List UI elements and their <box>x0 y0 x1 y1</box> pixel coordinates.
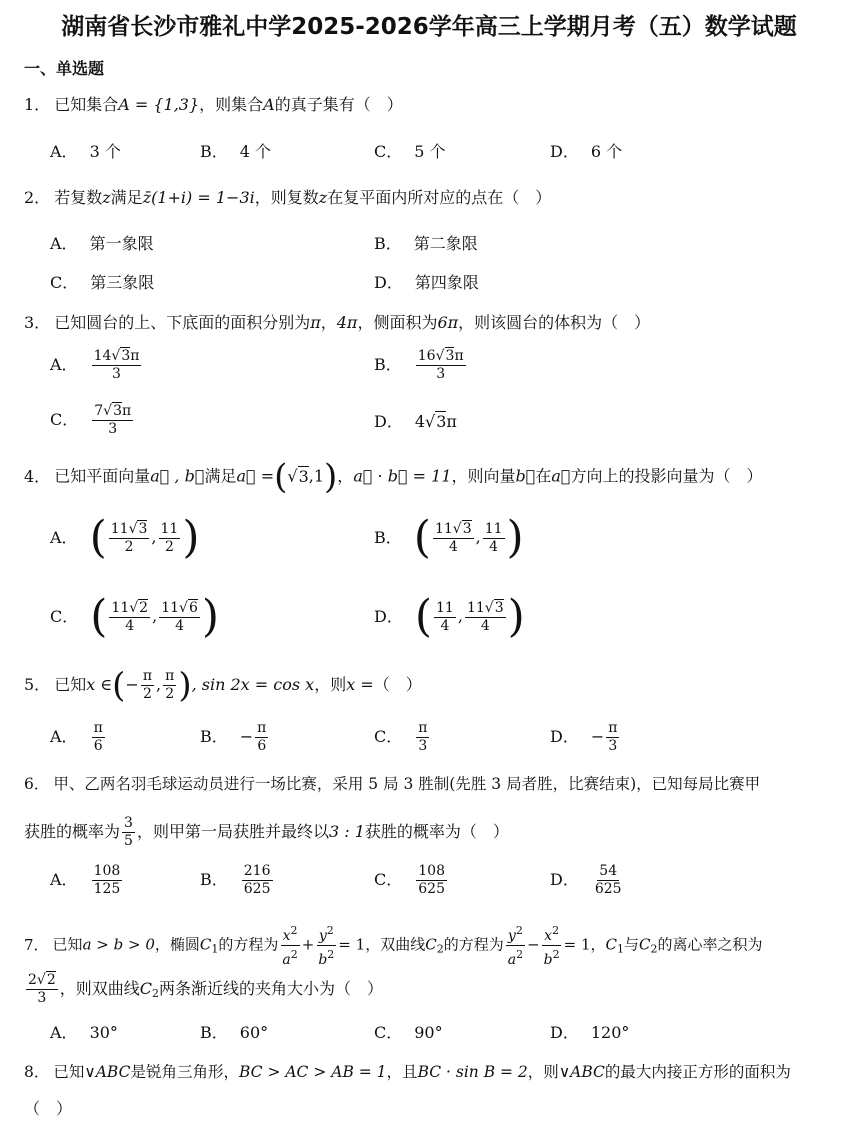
numerator: 11 <box>436 599 454 616</box>
radicand: 2 <box>139 599 149 616</box>
text: 与 <box>624 935 640 954</box>
text: 的方程为 <box>218 935 279 954</box>
option-label: B． <box>200 727 228 746</box>
fraction <box>141 668 154 703</box>
coef: 11 <box>161 599 180 616</box>
fraction: $\frac{16√3\pi}{3}$ <box>417 348 464 382</box>
option-label: D． <box>550 870 579 889</box>
subscript: 2 <box>650 942 658 956</box>
radicand: 3 <box>445 348 455 364</box>
var: b <box>543 952 553 968</box>
question-7-line2 <box>24 972 383 1007</box>
text: 是锐角三角形， <box>130 1063 239 1081</box>
math: BC > AC > AB = 1 <box>238 1063 387 1081</box>
numerator: 108 <box>418 863 445 879</box>
fraction <box>416 720 429 755</box>
text: ，则向量 <box>451 466 516 486</box>
option-a: A． ( $\frac{11√3}{2}$ , $\frac{11}{2}$ ) <box>50 512 200 563</box>
math: z <box>102 188 111 207</box>
question-number: 7． <box>24 935 49 954</box>
option-b <box>200 863 275 898</box>
option-d <box>550 141 622 163</box>
question-number: 3． <box>24 313 51 332</box>
text: 甲、乙两名羽毛球运动员进行一场比赛，采用 5 局 3 胜制(先胜 3 局者胜，比赛结束)，已知每局比赛甲 <box>53 775 761 793</box>
math: ∨ABC <box>84 1063 131 1081</box>
question-8 <box>24 1061 791 1083</box>
math: A = {1,3} <box>118 95 200 114</box>
denominator: 4 <box>480 617 490 634</box>
text: 在 <box>535 466 552 486</box>
numerator: π <box>142 668 153 684</box>
numerator: 11 <box>484 520 503 537</box>
math: C <box>639 935 651 954</box>
option-label: B． <box>374 527 402 547</box>
option-text: 4 个 <box>239 142 272 161</box>
text: ，双曲线 <box>365 935 426 954</box>
paren-left: ( <box>90 591 108 642</box>
math: π <box>310 313 321 332</box>
denominator: 4 <box>125 617 135 634</box>
denominator: 625 <box>594 881 622 897</box>
math: ∨ABC <box>558 1063 605 1081</box>
question-number: 5． <box>24 675 51 694</box>
numerator: 3 <box>124 815 133 831</box>
denominator: 5 <box>124 833 133 849</box>
math: = 1 <box>338 935 366 954</box>
text: ，则复数 <box>254 188 319 207</box>
coef: 2 <box>28 972 37 988</box>
exponent: 2 <box>290 948 298 961</box>
paren-left: ( <box>414 591 433 642</box>
option-c <box>374 863 449 898</box>
text: 的方程为 <box>443 935 504 954</box>
option-label: D． <box>374 273 403 292</box>
option-text: 6 个 <box>590 142 623 161</box>
denominator: 6 <box>93 738 103 754</box>
option-text: 30° <box>89 1023 118 1042</box>
option-label: A． <box>50 1023 78 1042</box>
text: 的真子集有（ ） <box>274 95 403 114</box>
option-c <box>374 720 431 755</box>
option-label: B． <box>200 870 228 889</box>
numerator: 54 <box>599 863 618 879</box>
denominator: 2 <box>142 686 152 702</box>
numerator: π <box>257 720 267 736</box>
paren-left: ( <box>274 457 288 497</box>
math: a⃗ , b⃗ <box>150 466 205 486</box>
fraction: $\frac{2√2}{3}$ <box>28 972 56 1006</box>
fraction: $\frac{11√6}{4}$ <box>161 599 198 634</box>
option-label: A． <box>50 234 78 253</box>
fraction <box>593 863 624 898</box>
option-label: A． <box>50 355 78 374</box>
denominator: 6 <box>257 738 267 754</box>
math: x = <box>346 675 374 694</box>
minus: − <box>125 675 139 694</box>
text: ，侧面积为 <box>357 313 438 332</box>
exponent: 2 <box>326 924 334 937</box>
option-label: C． <box>374 727 403 746</box>
text: ，则 <box>314 675 347 694</box>
question-1 <box>24 94 403 116</box>
var: y <box>507 928 516 944</box>
fraction <box>483 521 505 556</box>
paren-right: ) <box>178 665 192 706</box>
text: 两条渐近线的夹角大小为（ ） <box>159 979 384 998</box>
numerator: 108 <box>93 863 121 879</box>
numerator: π <box>93 720 103 736</box>
option-a <box>50 348 143 383</box>
fraction <box>255 720 268 755</box>
radicand: 2 <box>46 972 56 988</box>
denominator: 3 <box>608 738 618 754</box>
option-text: 60° <box>239 1023 269 1042</box>
exponent: 2 <box>516 948 524 961</box>
math: A <box>263 95 275 114</box>
option-a <box>50 720 107 755</box>
fraction <box>92 863 123 898</box>
fraction <box>416 863 447 898</box>
math: a⃗ = <box>236 466 275 486</box>
var: a <box>507 952 517 968</box>
text: 满足 <box>110 188 143 207</box>
fraction: $\frac{7√3\pi}{3}$ <box>94 403 132 437</box>
denominator: 3 <box>37 990 47 1006</box>
var: b <box>318 952 328 968</box>
radicand: 3 <box>113 403 123 419</box>
math: , sin 2x = cos x <box>191 675 315 694</box>
pi: π <box>446 412 457 431</box>
denominator: 3 <box>112 366 121 382</box>
text: 若复数 <box>54 188 103 207</box>
denominator: 3 <box>418 738 428 754</box>
coef: 11 <box>466 599 485 616</box>
option-text: 90° <box>414 1023 443 1042</box>
text: ，且 <box>386 1063 418 1081</box>
text: ，则该圆台的体积为（ ） <box>458 313 651 332</box>
text: 已知平面向量 <box>54 466 151 486</box>
coef: 14 <box>93 348 112 364</box>
fraction <box>542 922 562 969</box>
text: 已知 <box>54 675 87 694</box>
text: 的离心率之积为 <box>657 935 763 954</box>
question-number: 8． <box>24 1063 50 1081</box>
option-a <box>50 863 124 898</box>
text: 已知 <box>53 1063 85 1081</box>
fraction: $\frac{11√3}{4}$ <box>434 520 472 555</box>
option-text: 3 个 <box>89 142 121 161</box>
radicand: 3 <box>494 599 504 616</box>
fraction <box>316 922 336 969</box>
denominator: 625 <box>418 881 445 897</box>
paren-right: ) <box>182 512 200 563</box>
denominator: 3 <box>108 421 118 437</box>
question-8-line2 <box>24 1098 72 1120</box>
math: a⃗ · b⃗ = 11 <box>353 466 452 486</box>
denominator: 4 <box>175 617 184 634</box>
option-d <box>374 272 479 294</box>
paren-right: ) <box>201 591 220 642</box>
denominator: 125 <box>93 881 121 897</box>
text: 方向上的投影向量为（ ） <box>570 466 763 486</box>
pi: π <box>122 403 132 419</box>
var: a <box>282 952 291 968</box>
question-6-line2 <box>24 815 509 850</box>
option-label: A． <box>50 727 78 746</box>
option-c <box>374 141 446 163</box>
option-a <box>50 141 121 163</box>
text: 在复平面内所对应的点在（ ） <box>327 188 552 207</box>
option-label: C． <box>50 273 79 292</box>
radicand: 6 <box>188 599 198 616</box>
question-number: 4． <box>24 466 51 486</box>
coef: 16 <box>417 348 436 364</box>
text: 已知 <box>52 935 83 954</box>
math: 6π <box>437 313 459 332</box>
var: y <box>318 928 327 944</box>
math: 3 : 1 <box>328 822 365 841</box>
option-label: B． <box>374 355 402 374</box>
text: ， <box>320 313 337 332</box>
fraction <box>280 922 299 969</box>
text: ，椭圆 <box>154 935 200 954</box>
answer-paren: （ ） <box>24 1099 73 1118</box>
math: z <box>318 188 328 207</box>
option-d: D． 4√3π <box>374 412 457 431</box>
paren-left: ( <box>112 665 126 706</box>
denominator: 3 <box>436 366 446 382</box>
question-number: 1． <box>24 95 51 114</box>
math: x ∈ <box>86 675 113 694</box>
numerator: 216 <box>243 863 271 879</box>
math: a⃗ <box>551 466 571 486</box>
text: 已知集合 <box>54 95 119 114</box>
option-b <box>374 233 478 255</box>
option-label: D． <box>550 142 579 161</box>
option-d <box>550 1022 629 1044</box>
option-text: 第二象限 <box>413 234 478 253</box>
pi: π <box>130 348 140 364</box>
paren-right: ) <box>507 591 525 642</box>
math: 4π <box>336 313 358 332</box>
question-4: 4． 已知平面向量a⃗ , b⃗满足a⃗ =(√3,1)，a⃗ · b⃗ = 11，则向量b⃗在a⃗方向上的投影向量为（ ） <box>24 457 763 497</box>
radicand: 3 <box>121 348 131 364</box>
radicand: 3 <box>298 466 309 486</box>
question-6 <box>24 773 760 795</box>
math: a > b > 0 <box>82 935 155 954</box>
plus: + <box>301 935 315 954</box>
numerator: π <box>608 720 618 736</box>
question-5: 5． 已知x ∈(− $\frac{\pi}{2}$ , $\frac{\pi}{2}$ ), sin 2x = cos x，则x =（ ） <box>24 665 422 706</box>
math: z̄(1+i) = 1−3i <box>142 188 255 207</box>
denominator: 4 <box>440 617 450 634</box>
coef: 4 <box>414 412 426 431</box>
fraction: $\frac{11√3}{4}$ <box>466 599 504 634</box>
denominator: 2 <box>124 538 134 555</box>
subscript: 2 <box>436 942 444 956</box>
denominator: 2 <box>165 686 175 702</box>
math: C <box>605 935 617 954</box>
denominator: 2 <box>164 538 174 555</box>
fraction <box>506 922 525 969</box>
option-b <box>374 348 468 383</box>
option-b <box>200 1022 268 1044</box>
option-label: B． <box>374 234 402 253</box>
denominator: 4 <box>448 538 458 555</box>
text: ，则集合 <box>199 95 264 114</box>
fraction <box>606 720 619 755</box>
text: 满足 <box>204 466 237 486</box>
var: x <box>544 928 553 944</box>
exponent: 2 <box>552 948 560 961</box>
math: ,1 <box>308 466 325 486</box>
exponent: 2 <box>290 924 298 937</box>
option-a <box>50 233 154 255</box>
option-label: D． <box>550 727 579 746</box>
option-b <box>200 720 270 755</box>
fraction <box>159 521 181 556</box>
option-text: 120° <box>590 1023 630 1042</box>
option-d <box>550 720 621 755</box>
option-c <box>50 272 154 294</box>
option-label: A． <box>50 870 78 889</box>
fraction: $\frac{11√2}{4}$ <box>111 599 149 634</box>
page-title: 湖南省长沙市雅礼中学2025-2026学年高三上学期月考（五）数学试题 <box>61 14 797 40</box>
option-text: 第三象限 <box>90 273 155 292</box>
math: C <box>139 979 153 998</box>
question-7 <box>24 922 763 969</box>
radicand: 3 <box>462 520 472 537</box>
math: b⃗ <box>515 466 536 486</box>
option-c <box>50 403 135 438</box>
option-label: C． <box>374 1023 403 1042</box>
fraction <box>92 720 105 755</box>
option-c <box>374 1022 443 1044</box>
option-label: C． <box>374 142 403 161</box>
numerator: π <box>418 720 428 736</box>
section-heading: 一、单选题 <box>24 59 105 78</box>
var: x <box>282 928 291 944</box>
fraction <box>434 600 456 635</box>
question-3 <box>24 312 650 334</box>
text: ，则双曲线 <box>59 979 140 998</box>
numerator: 11 <box>160 520 179 537</box>
subscript: 1 <box>617 942 624 956</box>
paren-right: ) <box>506 512 524 563</box>
text: 的最大内接正方形的面积为 <box>604 1063 791 1081</box>
math: BC · sin B = 2 <box>417 1063 528 1081</box>
coef: 11 <box>434 520 453 537</box>
sign: − <box>239 727 254 746</box>
fraction: $\frac{14√3\pi}{3}$ <box>93 348 140 382</box>
option-label: C． <box>50 606 79 626</box>
option-label: D． <box>374 412 403 431</box>
fraction <box>122 815 135 850</box>
subscript: 1 <box>211 942 219 956</box>
coef: 11 <box>110 520 129 537</box>
option-d <box>550 863 626 898</box>
option-text: 5 个 <box>414 142 446 161</box>
text: ， <box>337 466 354 486</box>
fraction <box>163 668 176 703</box>
minus: − <box>527 935 540 954</box>
option-text: 第四象限 <box>414 273 479 292</box>
text: ， <box>590 935 606 954</box>
option-label: B． <box>200 142 228 161</box>
option-a <box>50 1022 118 1044</box>
math: C <box>425 935 437 954</box>
option-label: D． <box>550 1023 579 1042</box>
option-label: B． <box>200 1023 228 1042</box>
math: C <box>199 935 212 954</box>
question-number: 2． <box>24 188 51 207</box>
option-b <box>200 141 271 163</box>
numerator: π <box>165 668 175 684</box>
denominator: 625 <box>243 881 271 897</box>
radicand: 3 <box>436 412 447 431</box>
exponent: 2 <box>515 924 523 937</box>
text: 已知圆台的上、下底面的面积分别为 <box>54 313 311 332</box>
option-text: 第一象限 <box>89 234 154 253</box>
denominator: 4 <box>489 538 499 555</box>
fraction <box>242 863 273 898</box>
text: ，则 <box>527 1063 559 1081</box>
paren-right: ) <box>324 457 338 497</box>
option-c: C． ( $\frac{11√2}{4}$ , $\frac{11√6}{4}$ ) <box>50 591 220 642</box>
exponent: 2 <box>327 948 335 961</box>
pi: π <box>454 348 464 364</box>
option-label: A． <box>50 142 78 161</box>
text: （ ） <box>373 675 422 694</box>
fraction: $\frac{11√3}{2}$ <box>110 520 148 555</box>
exponent: 2 <box>552 924 560 937</box>
text: 获胜的概率为 <box>24 822 121 841</box>
paren-left: ( <box>413 512 431 563</box>
option-label: C． <box>50 410 79 429</box>
option-label: D． <box>374 606 403 626</box>
sign: − <box>590 727 605 746</box>
option-label: C． <box>374 870 403 889</box>
radicand: 3 <box>138 520 148 537</box>
option-d: D． ( $\frac{11}{4}$ , $\frac{11√3}{4}$ ) <box>374 591 525 642</box>
option-label: A． <box>50 527 78 547</box>
question-number: 6． <box>24 775 50 793</box>
option-b: B． ( $\frac{11√3}{4}$ , $\frac{11}{4}$ ) <box>374 512 524 563</box>
text: 获胜的概率为（ ） <box>364 822 509 841</box>
paren-left: ( <box>89 512 107 563</box>
text: ，则甲第一局获胜并最终以 <box>136 822 329 841</box>
coef: 7 <box>94 403 104 419</box>
coef: 11 <box>111 599 130 616</box>
math: = 1 <box>563 935 591 954</box>
question-2 <box>24 187 551 209</box>
subscript: 2 <box>152 987 160 1000</box>
